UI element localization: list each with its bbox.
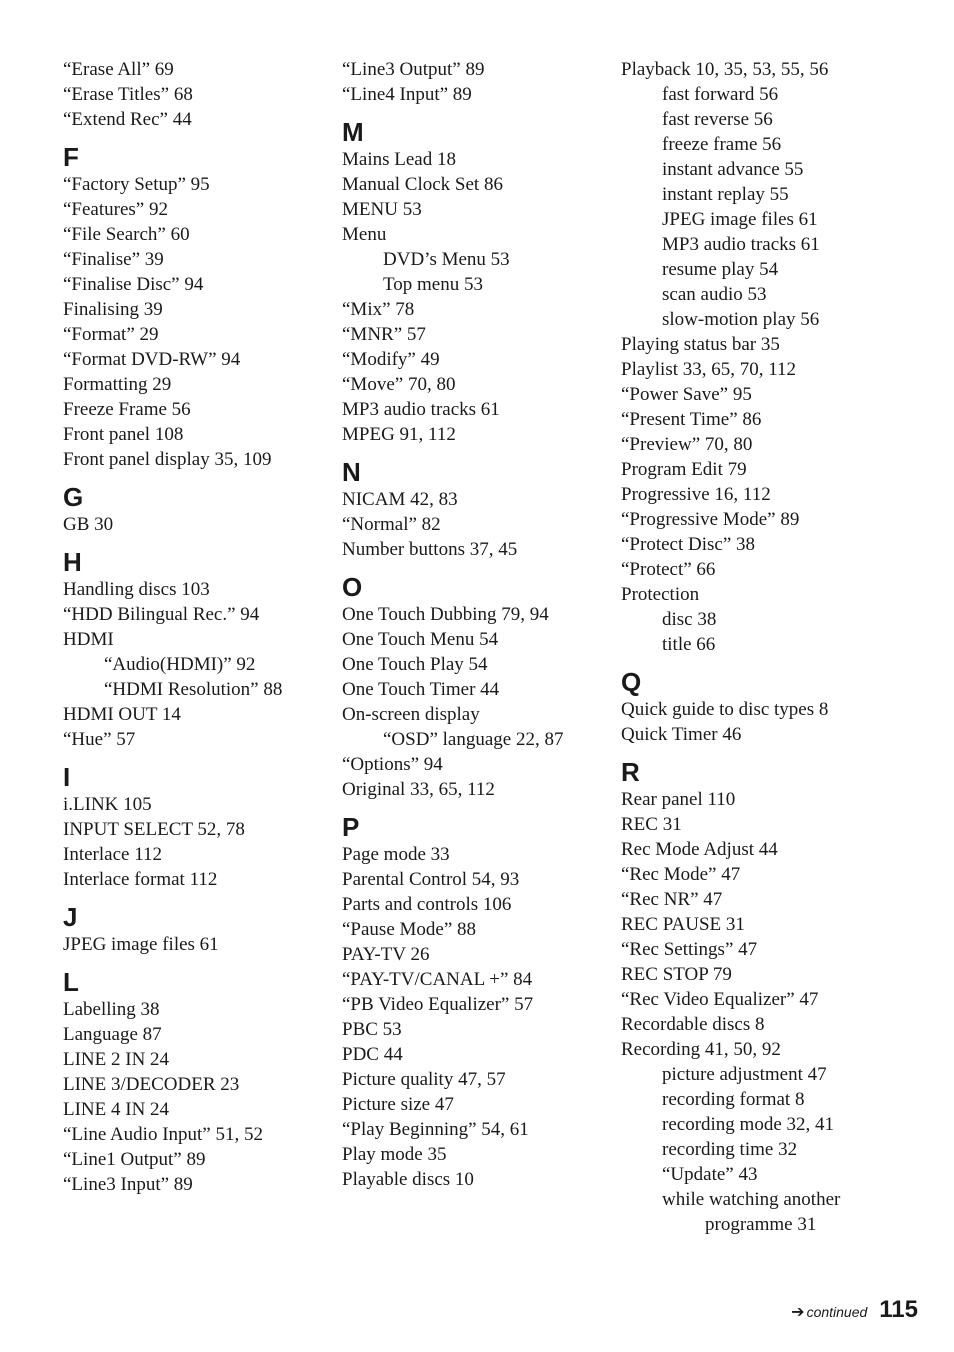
index-entry: MENU 53 <box>342 199 422 220</box>
index-entry: Picture quality 47, 57 <box>342 1069 506 1090</box>
index-subentry: instant advance 55 <box>662 159 804 180</box>
index-entry: PDC 44 <box>342 1044 403 1065</box>
index-entry: Play mode 35 <box>342 1144 447 1165</box>
index-entry: JPEG image files 61 <box>63 934 219 955</box>
index-entry: PAY-TV 26 <box>342 944 430 965</box>
index-entry: One Touch Menu 54 <box>342 629 499 650</box>
index-entry: “Normal” 82 <box>342 514 441 535</box>
index-subentry: freeze frame 56 <box>662 134 782 155</box>
index-entry: “Play Beginning” 54, 61 <box>342 1119 529 1140</box>
index-subentry: recording time 32 <box>662 1139 798 1160</box>
index-entry: “Line1 Output” 89 <box>63 1149 206 1170</box>
index-entry: On-screen display <box>342 704 480 725</box>
index-entry: One Touch Play 54 <box>342 654 488 675</box>
index-entry: Progressive 16, 112 <box>621 484 771 505</box>
index-subentry: JPEG image files 61 <box>662 209 818 230</box>
index-entry: Rec Mode Adjust 44 <box>621 839 778 860</box>
index-entry: NICAM 42, 83 <box>342 489 458 510</box>
index-entry: “Extend Rec” 44 <box>63 109 192 130</box>
index-entry: “Line4 Input” 89 <box>342 84 472 105</box>
index-entry: “PB Video Equalizer” 57 <box>342 994 534 1015</box>
section-letter-heading: P <box>342 812 360 842</box>
index-entry: Playable discs 10 <box>342 1169 474 1190</box>
index-subentry: title 66 <box>662 634 716 655</box>
index-column-3 <box>621 57 921 1237</box>
index-entry: Language 87 <box>63 1024 162 1045</box>
index-subentry: scan audio 53 <box>662 284 767 305</box>
index-entry: “Rec Settings” 47 <box>621 939 758 960</box>
index-entry: “Present Time” 86 <box>621 409 762 430</box>
index-entry: i.LINK 105 <box>63 794 152 815</box>
index-entry: Labelling 38 <box>63 999 160 1020</box>
index-entry: Quick guide to disc types 8 <box>621 699 829 720</box>
index-entry: Formatting 29 <box>63 374 172 395</box>
index-entry: “HDD Bilingual Rec.” 94 <box>63 604 260 625</box>
index-entry: PBC 53 <box>342 1019 402 1040</box>
index-entry: “Modify” 49 <box>342 349 440 370</box>
index-entry: Interlace format 112 <box>63 869 218 890</box>
index-subentry: MP3 audio tracks 61 <box>662 234 820 255</box>
index-column-2 <box>342 57 612 1192</box>
section-letter-heading: G <box>63 482 84 512</box>
section-letter-heading: M <box>342 117 364 147</box>
index-entry: “Protect” 66 <box>621 559 716 580</box>
index-entry: Number buttons 37, 45 <box>342 539 518 560</box>
section-letter-heading: R <box>621 757 640 787</box>
index-subentry: “OSD” language 22, 87 <box>383 729 564 750</box>
index-entry: “Line Audio Input” 51, 52 <box>63 1124 263 1145</box>
index-subentry: resume play 54 <box>662 259 779 280</box>
index-entry: “PAY-TV/CANAL +” 84 <box>342 969 533 990</box>
index-entry: “Rec Mode” 47 <box>621 864 741 885</box>
index-entry: “Erase All” 69 <box>63 59 174 80</box>
index-subentry: programme 31 <box>705 1214 817 1235</box>
index-entry: Playing status bar 35 <box>621 334 780 355</box>
index-entry: Manual Clock Set 86 <box>342 174 503 195</box>
index-entry: “Options” 94 <box>342 754 443 775</box>
section-letter-heading: H <box>63 547 82 577</box>
index-entry: “Move” 70, 80 <box>342 374 456 395</box>
index-entry: Mains Lead 18 <box>342 149 456 170</box>
index-entry: Playlist 33, 65, 70, 112 <box>621 359 797 380</box>
index-entry: Playback 10, 35, 53, 55, 56 <box>621 59 829 80</box>
index-entry: MP3 audio tracks 61 <box>342 399 500 420</box>
index-entry: “Progressive Mode” 89 <box>621 509 800 530</box>
index-subentry: “HDMI Resolution” 88 <box>104 679 283 700</box>
index-subentry: Top menu 53 <box>383 274 483 295</box>
section-letter-heading: L <box>63 967 79 997</box>
index-entry: “Finalise Disc” 94 <box>63 274 204 295</box>
index-subentry: disc 38 <box>662 609 717 630</box>
index-entry: “Features” 92 <box>63 199 168 220</box>
index-entry: One Touch Dubbing 79, 94 <box>342 604 549 625</box>
page-number: 115 <box>879 1296 918 1323</box>
index-entry: “Mix” 78 <box>342 299 415 320</box>
index-entry: Handling discs 103 <box>63 579 210 600</box>
index-entry: “Erase Titles” 68 <box>63 84 193 105</box>
index-entry: Parts and controls 106 <box>342 894 512 915</box>
index-entry: Menu <box>342 224 387 245</box>
section-letter-heading: Q <box>621 667 642 697</box>
index-entry: REC STOP 79 <box>621 964 732 985</box>
index-entry: “Line3 Input” 89 <box>63 1174 193 1195</box>
section-letter-heading: O <box>342 572 363 602</box>
index-entry: GB 30 <box>63 514 114 535</box>
index-subentry: recording mode 32, 41 <box>662 1114 835 1135</box>
index-column-1 <box>63 57 333 1197</box>
index-entry: “Pause Mode” 88 <box>342 919 477 940</box>
index-entry: “Preview” 70, 80 <box>621 434 753 455</box>
section-letter-heading: J <box>63 902 78 932</box>
index-subentry: slow-motion play 56 <box>662 309 820 330</box>
index-subentry: DVD’s Menu 53 <box>383 249 510 270</box>
index-entry: Recording 41, 50, 92 <box>621 1039 781 1060</box>
index-entry: “Rec Video Equalizer” 47 <box>621 989 819 1010</box>
index-entry: “Protect Disc” 38 <box>621 534 756 555</box>
index-subentry: while watching another <box>662 1189 841 1210</box>
continued-label: continued <box>806 1304 868 1320</box>
index-entry: “Format DVD-RW” 94 <box>63 349 241 370</box>
index-entry: Recordable discs 8 <box>621 1014 765 1035</box>
index-entry: MPEG 91, 112 <box>342 424 456 445</box>
index-entry: “Hue” 57 <box>63 729 136 750</box>
right-arrow-icon: ➔ <box>791 1302 805 1321</box>
index-subentry: “Audio(HDMI)” 92 <box>104 654 256 675</box>
index-entry: Original 33, 65, 112 <box>342 779 495 800</box>
index-entry: Front panel 108 <box>63 424 184 445</box>
index-subentry: recording format 8 <box>662 1089 805 1110</box>
index-entry: LINE 3/DECODER 23 <box>63 1074 240 1095</box>
index-entry: REC 31 <box>621 814 682 835</box>
index-subentry: fast forward 56 <box>662 84 779 105</box>
page-footer <box>791 1296 918 1324</box>
index-entry: Program Edit 79 <box>621 459 747 480</box>
index-subentry: “Update” 43 <box>662 1164 758 1185</box>
index-entry: HDMI <box>63 629 114 650</box>
index-entry: “Rec NR” 47 <box>621 889 723 910</box>
index-entry: Protection <box>621 584 700 605</box>
index-entry: “Finalise” 39 <box>63 249 164 270</box>
index-entry: LINE 4 IN 24 <box>63 1099 170 1120</box>
index-entry: Parental Control 54, 93 <box>342 869 520 890</box>
index-entry: “File Search” 60 <box>63 224 190 245</box>
index-entry: Page mode 33 <box>342 844 450 865</box>
section-letter-heading: N <box>342 457 361 487</box>
index-entry: Picture size 47 <box>342 1094 454 1115</box>
index-entry: One Touch Timer 44 <box>342 679 500 700</box>
index-entry: Front panel display 35, 109 <box>63 449 272 470</box>
index-entry: REC PAUSE 31 <box>621 914 745 935</box>
index-entry: Freeze Frame 56 <box>63 399 191 420</box>
index-entry: Interlace 112 <box>63 844 162 865</box>
index-entry: “Format” 29 <box>63 324 159 345</box>
index-subentry: fast reverse 56 <box>662 109 773 130</box>
index-entry: “Power Save” 95 <box>621 384 752 405</box>
index-subentry: picture adjustment 47 <box>662 1064 827 1085</box>
index-entry: Rear panel 110 <box>621 789 736 810</box>
index-subentry: instant replay 55 <box>662 184 789 205</box>
section-letter-heading: F <box>63 142 79 172</box>
index-entry: “Line3 Output” 89 <box>342 59 485 80</box>
index-entry: INPUT SELECT 52, 78 <box>63 819 245 840</box>
index-entry: Quick Timer 46 <box>621 724 742 745</box>
index-entry: LINE 2 IN 24 <box>63 1049 170 1070</box>
index-entry: “Factory Setup” 95 <box>63 174 210 195</box>
section-letter-heading: I <box>63 762 71 792</box>
index-entry: “MNR” 57 <box>342 324 426 345</box>
index-entry: Finalising 39 <box>63 299 163 320</box>
index-entry: HDMI OUT 14 <box>63 704 181 725</box>
